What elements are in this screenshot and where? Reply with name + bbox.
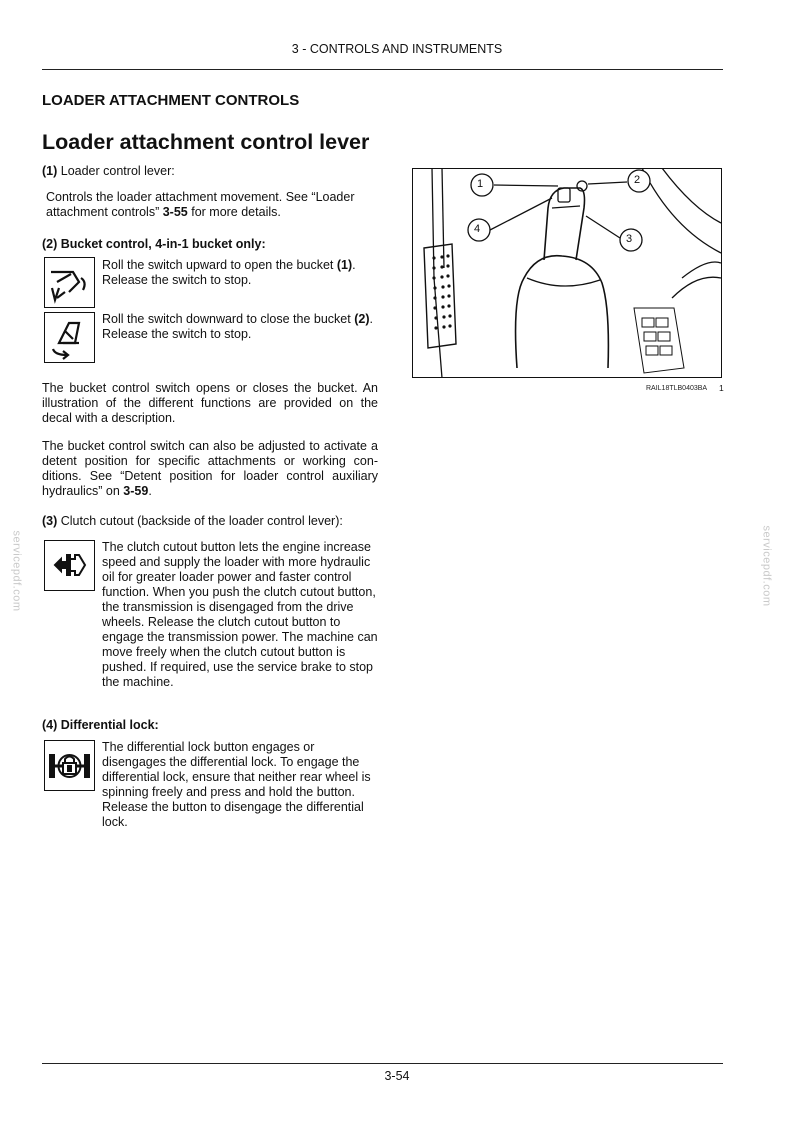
differential-lock-text: The differential lock button engages or disengages the differential lock. To engage the differential lock, ensure that neither rear wheel is spinning freely and press and hold the button. Release the button to disengage the differential lock. (102, 740, 371, 829)
bucket-para2-text: The bucket control switch can also be adjusted to activate a detent position for specific attachments or working con-ditions. See “Detent position for loader control auxiliary hydraulics” on (42, 439, 378, 498)
watermark-left: servicepdf.com (10, 530, 23, 612)
item3-label: Clutch cutout (backside of the loader control lever): (57, 514, 343, 528)
clutch-cutout-icon (44, 540, 95, 591)
bucket-para2-ref: 3-59 (123, 484, 149, 498)
bucket-paragraph-2 (42, 439, 378, 499)
item1-description (46, 190, 380, 220)
section-title: LOADER ATTACHMENT CONTROLS (42, 92, 300, 109)
item1-desc-text-end: for more details. (187, 205, 281, 219)
figure-number: 1 (719, 383, 724, 393)
callout-2: 2 (634, 174, 641, 186)
callout-3: 3 (626, 233, 633, 245)
item4-heading: (4) Differential lock: (42, 718, 159, 732)
bucket-para2-text-end: . (148, 484, 152, 498)
figure-code: RAIL18TLB0403BA (646, 385, 708, 392)
bucket-close-text (102, 312, 380, 342)
page-number: 3-54 (384, 1069, 410, 1083)
item1-number: (1) (42, 164, 58, 178)
callout-1: 1 (477, 178, 484, 190)
bucket-open-ref: (1) (336, 258, 353, 272)
bucket-close-icon (44, 312, 95, 363)
watermark-right: servicepdf.com (760, 525, 773, 607)
differential-lock-icon (44, 740, 95, 791)
loader-control-figure (412, 168, 722, 378)
bucket-paragraph-1: The bucket control switch opens or closes the bucket. An illustration of the different functions are provided on the decal with a description. (42, 381, 378, 425)
callout-4: 4 (474, 223, 481, 235)
running-header: 3 - CONTROLS AND INSTRUMENTS (291, 42, 503, 56)
clutch-cutout-text: The clutch cutout button lets the engine increase speed and supply the loader with more hydraulic oil for greater loader power and faster control function. When you push the clutch cutout button, the transmission is disengaged from the drive wheels. Release the clutch cutout button to engage the transmission power. The machine can move freely when the clutch cutout button is pushed. If required, use the service brake to stop the machine. (102, 540, 378, 689)
bucket-close-ref: (2) (354, 312, 370, 326)
bucket-open-text (102, 258, 380, 288)
footer-rule (42, 1063, 723, 1064)
bucket-close-text-a: Roll the switch downward to close the bucket (102, 312, 355, 326)
item1-desc-text: Controls the loader attachment movement. See “Loader attachment controls” (46, 190, 355, 219)
item3-heading (42, 514, 378, 529)
bucket-open-text-b: . Release the switch to stop. (102, 258, 356, 287)
item3-number: (3) (42, 514, 58, 528)
item1-desc-ref: 3-55 (162, 205, 188, 219)
item1-label: Loader control lever: (57, 164, 175, 178)
bucket-open-icon (44, 257, 95, 308)
bucket-close-text-b: . Release the switch to stop. (102, 312, 373, 341)
item2-heading: (2) Bucket control, 4-in-1 bucket only: (42, 237, 266, 251)
page-title: Loader attachment control lever (42, 130, 370, 154)
bucket-open-text-a: Roll the switch upward to open the bucket (102, 258, 337, 272)
item1-heading (42, 164, 378, 179)
header-rule (42, 69, 723, 70)
